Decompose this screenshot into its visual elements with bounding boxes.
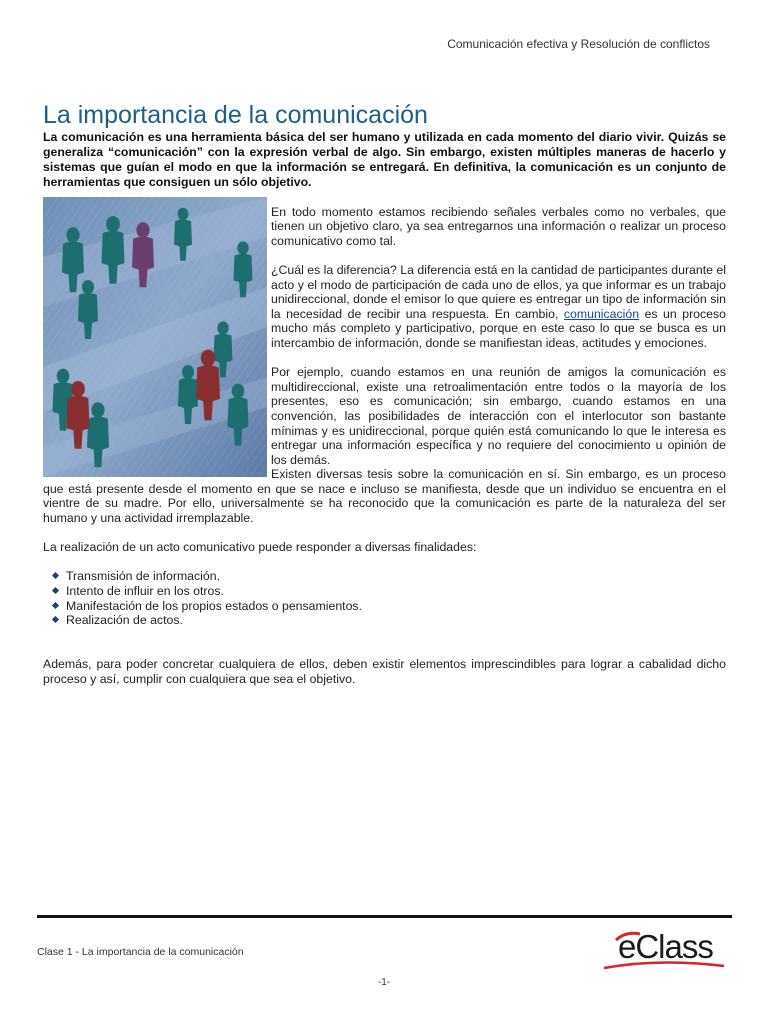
diamond-bullet-icon — [52, 616, 59, 623]
paragraph-2-part-1: ¿Cuál es la diferencia? La diferencia está en la cantidad de participantes durante el acto y el modo de participación de cada uno de ellos, ya que informar es un trabajo unidireccional, donde el emisor lo que quiere es entregar un tipo de información sin la necesidad de recibir una respuesta. En cambio, — [271, 262, 726, 321]
page-title: La importancia de la comunicación — [43, 101, 428, 129]
list-item — [66, 613, 726, 628]
list-item-text: Transmisión de información. — [66, 569, 220, 584]
list-item — [66, 569, 726, 584]
footer-divider — [37, 915, 732, 918]
page-number: -1- — [377, 977, 391, 988]
diamond-bullet-icon — [52, 572, 59, 579]
logo-wordmark: eClass — [618, 928, 713, 965]
paragraph-5: La realización de un acto comunicativo puede responder a diversas finalidades: — [43, 540, 477, 555]
list-item-text: Manifestación de los propios estados o pensamientos. — [66, 598, 362, 613]
diamond-bullet-icon — [52, 602, 59, 609]
paragraph-4: Existen diversas tesis sobre la comunicación en sí. Sin embargo, es un proceso que está presente desde el momento en que se nace e incluso se manifiesta, desde que un individuo se encuentra en el vientre de su madre. Por ello, universalmente se ha reconocido que la comunicación es parte de la naturaleza del ser humano y una actividad irremplazable. — [43, 467, 726, 526]
paragraph-2-part-2: es un proceso mucho más completo y participativo, porque en este caso lo que se busca es un intercambio de información, donde se manifiestan ideas, actitudes y emociones. — [271, 306, 726, 350]
people-illustration — [43, 197, 267, 477]
list-item-text: Realización de actos. — [66, 613, 183, 628]
document-body — [43, 100, 726, 686]
list-item-text: Intento de influir en los otros. — [66, 584, 224, 599]
list-item — [66, 584, 726, 599]
list-item — [66, 599, 726, 614]
intro-paragraph: La comunicación es una herramienta básica del ser humano y utilizada en cada momento del diario vivir. Quizás se generaliza “comunicación” con la expresión verbal de algo. Sin embargo, existen múltiples maneras de hacerlo y sistemas que guían el modo en que la información se entregará. En definitiva, la comunicación es un conjunto de herramientas que consiguen un sólo objetivo. — [43, 130, 726, 189]
diamond-bullet-icon — [52, 587, 59, 594]
comunicacion-link[interactable]: comunicación — [563, 306, 640, 321]
paragraph-1: En todo momento estamos recibiendo señales verbales como no verbales, que tienen un objetivo claro, ya sea entregarnos una información o realizar un proceso comunicativo como tal. — [271, 204, 726, 248]
purposes-list — [43, 569, 726, 627]
running-header: Comunicación efectiva y Resolución de conflictos — [447, 37, 710, 51]
footer-course-label: Clase 1 - La importancia de la comunicación — [37, 946, 244, 958]
paragraph-6: Además, para poder concretar cualquiera de ellos, deben existir elementos imprescindibles para lograr a cabalidad dicho proceso y así, cumplir con cualquiera que sea el objetivo. — [43, 657, 726, 686]
eclass-logo — [600, 928, 728, 972]
paragraph-3: Por ejemplo, cuando estamos en una reunión de amigos la comunicación es multidireccional, existe una retroalimentación entre todos o la mayoría de los presentes, eso es comunicación; sin embargo, cuando estamos en una convención, las posibilidades de interacción con el interlocutor son bastante mínimas y es unidireccional, porque quién está comunicando lo que le interesa es entregar una información específica y no requiere del conocimiento u opinión de los demás. — [271, 365, 726, 467]
